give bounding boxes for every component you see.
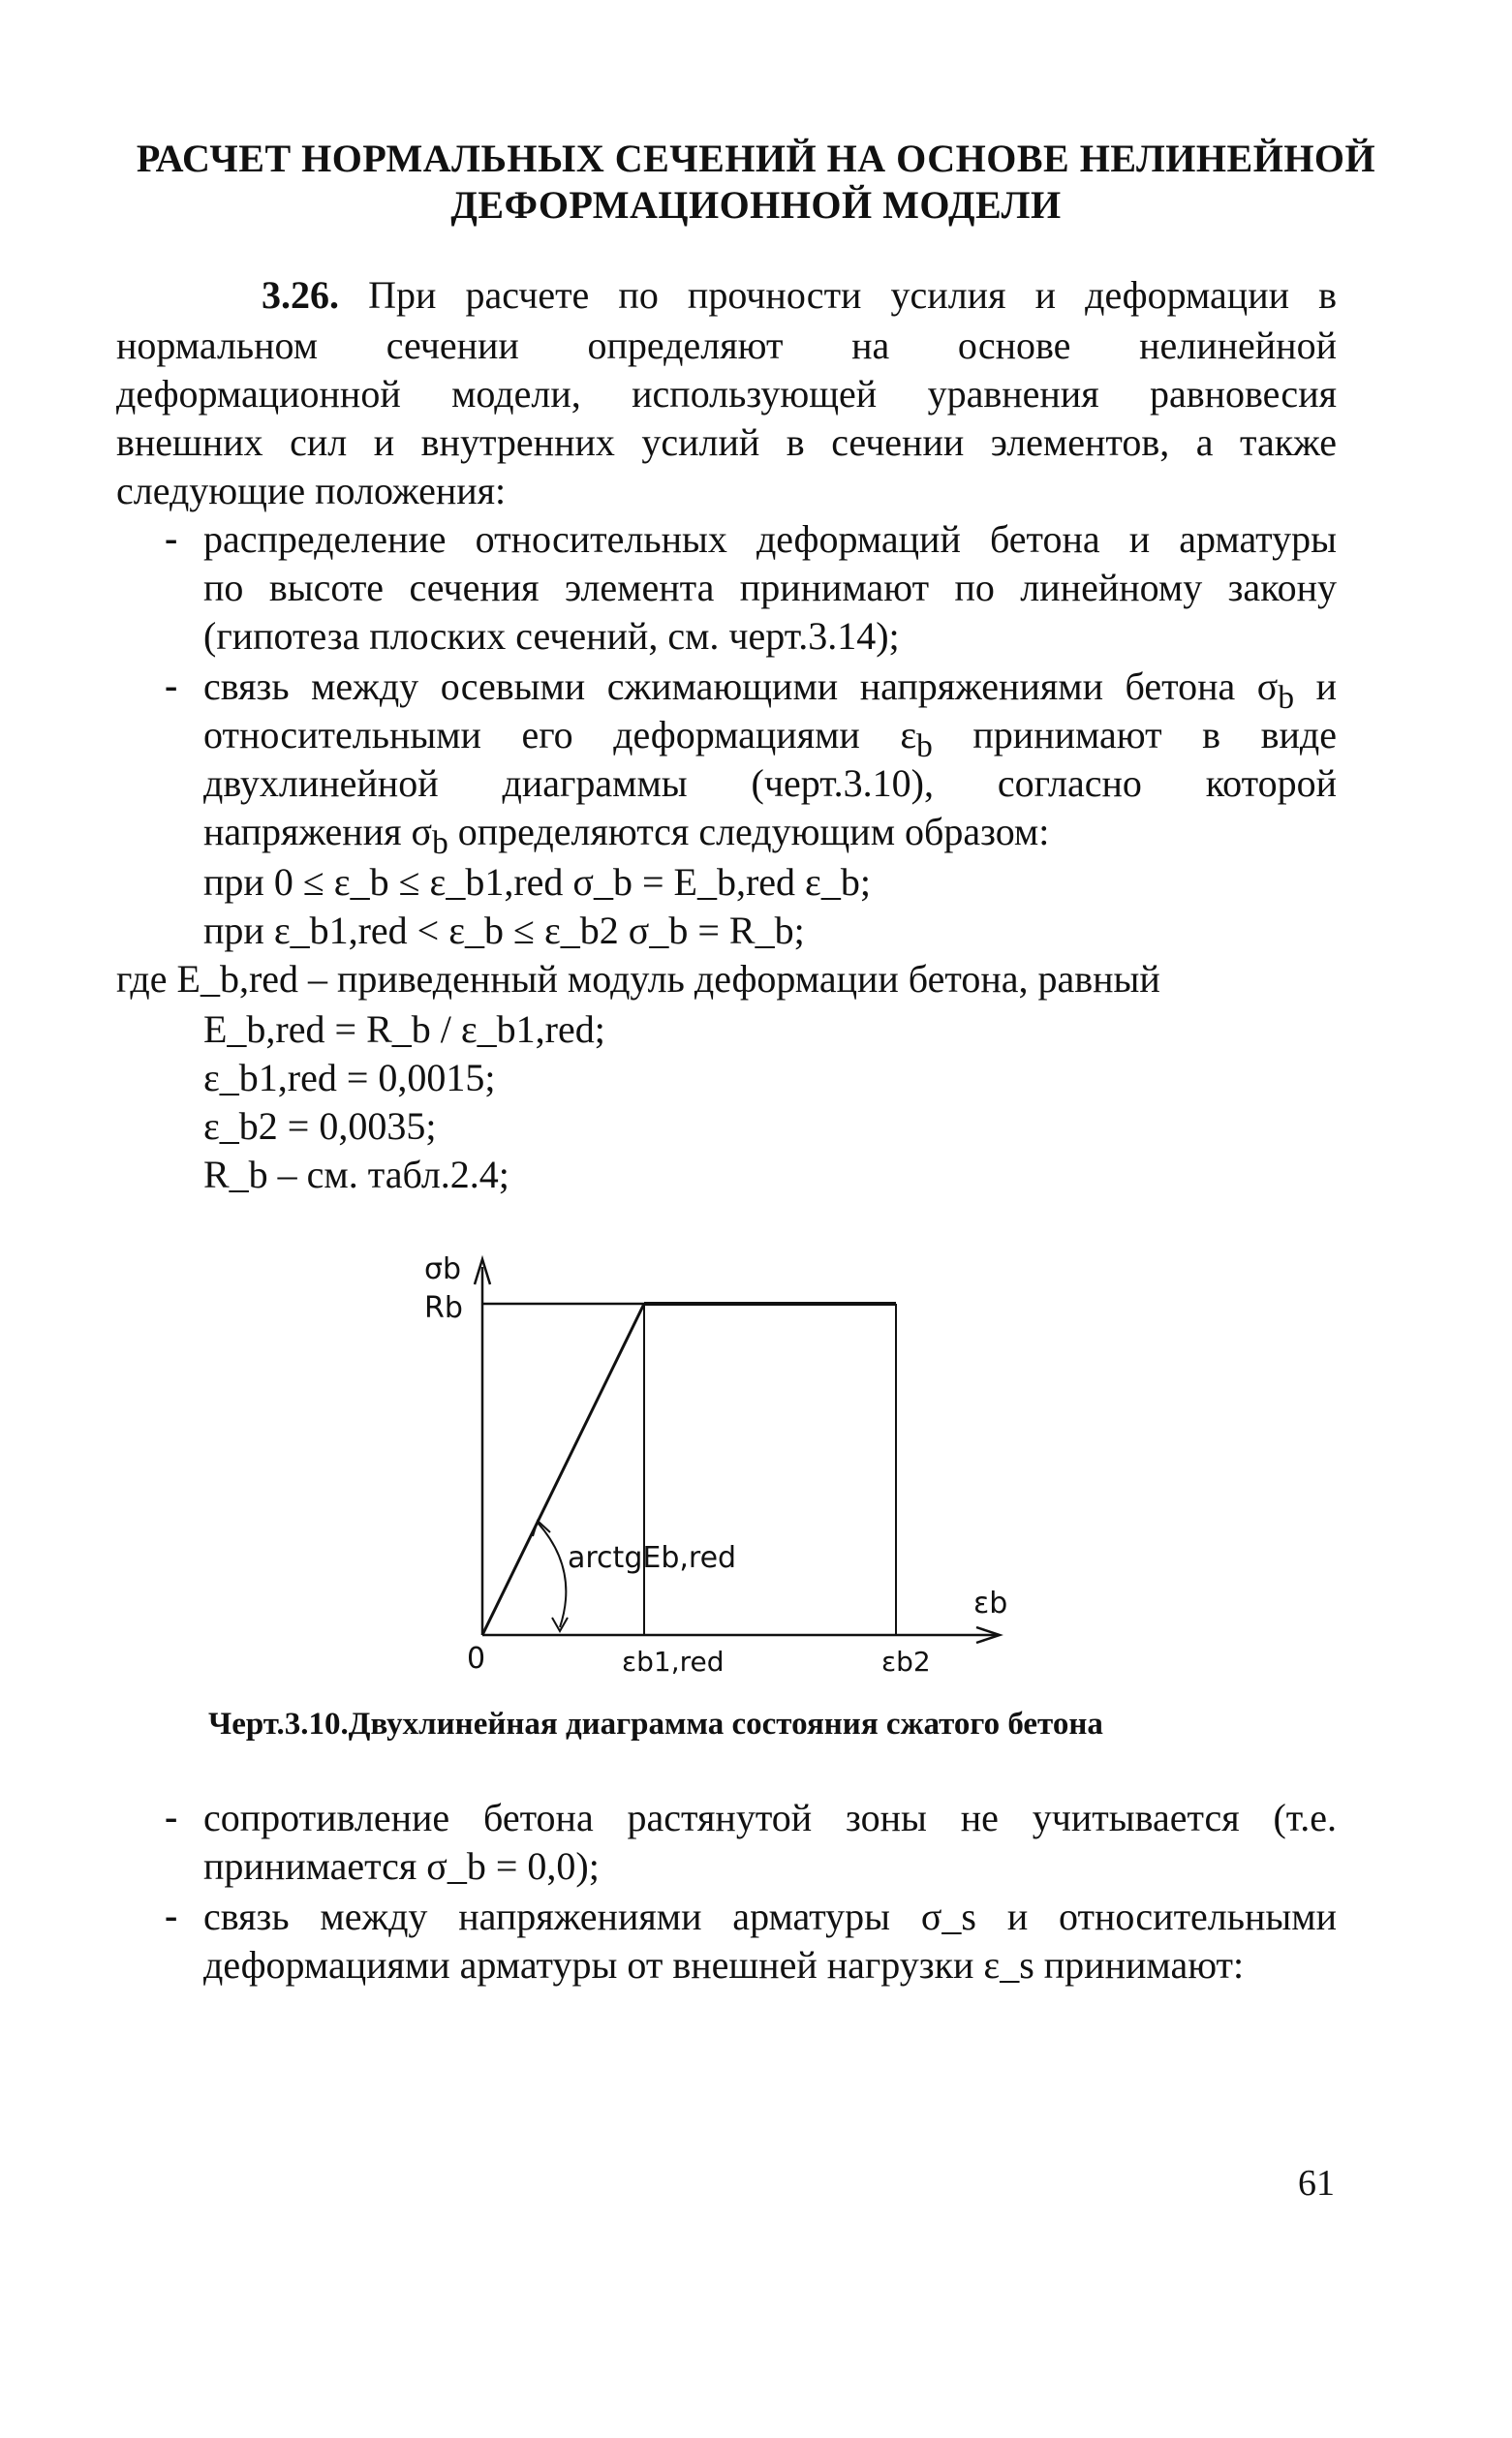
bullet-marker-4: - bbox=[165, 1894, 178, 1937]
bullet2-line-4-sub: b bbox=[432, 825, 448, 861]
eb1-label: εb1,red bbox=[622, 1646, 725, 1678]
eb2-label: εb2 bbox=[881, 1646, 931, 1678]
bullet3-line-2: принимается σ_b = 0,0); bbox=[203, 1844, 600, 1888]
bullet1-line-1: распределение относительных деформаций бетона и арматуры bbox=[203, 517, 1337, 561]
intro-line-4: внешних сил и внутренних усилий в сечении элементов, а также bbox=[116, 420, 1337, 464]
elastic-branch-line bbox=[482, 1304, 644, 1635]
bullet2-line-1-end: и bbox=[1294, 664, 1338, 708]
origin-label: 0 bbox=[467, 1642, 486, 1676]
bullet-marker-2: - bbox=[165, 664, 178, 707]
intro-line-3: деформационной модели, использующей уравнения равновесия bbox=[116, 372, 1337, 416]
formula-where: где E_b,red – приведенный модуль деформации бетона, равный bbox=[116, 957, 1160, 1001]
angle-label: arctgEb,red bbox=[568, 1541, 737, 1575]
angle-arc bbox=[538, 1523, 566, 1627]
bullet2-line-1-sub: b bbox=[1278, 680, 1295, 716]
intro-line-5: следующие положения: bbox=[116, 469, 507, 512]
figure-caption: Черт.3.10.Двухлинейная диаграмма состояния сжатого бетона bbox=[208, 1707, 1103, 1742]
formula-1: при 0 ≤ ε_b ≤ ε_b1,red σ_b = E_b,red ε_b; bbox=[203, 860, 871, 904]
bullet2-line-2-a: относительными его деформациями ε bbox=[203, 713, 917, 756]
section-heading-line2: ДЕФОРМАЦИОННОЙ МОДЕЛИ bbox=[450, 183, 1062, 227]
bullet-marker-3: - bbox=[165, 1795, 178, 1838]
clause-number: 3.26. bbox=[262, 273, 339, 317]
bullet-marker-1: - bbox=[165, 516, 178, 560]
bullet2-line-1-text: связь между осевыми сжимающими напряжениями бетона σ bbox=[203, 664, 1279, 708]
bullet2-line-4-b: определяются следующим образом: bbox=[447, 810, 1050, 853]
y-axis-label: σb bbox=[424, 1252, 462, 1286]
bullet4-line-1: связь между напряжениями арматуры σ_s и относительными bbox=[203, 1895, 1337, 1938]
intro-line-1-text: При расчете по прочности усилия и деформации в bbox=[339, 273, 1337, 317]
page-number: 61 bbox=[1298, 2163, 1335, 2204]
formula-e1: E_b,red = R_b / ε_b1,red; bbox=[203, 1007, 605, 1051]
intro-line-2: нормальном сечении определяют на основе нелинейной bbox=[116, 324, 1337, 367]
bullet1-line-2: по высоте сечения элемента принимают по линейному закону bbox=[203, 566, 1337, 609]
bullet2-line-4-a: напряжения σ bbox=[203, 810, 433, 853]
bullet1-line-3: (гипотеза плоских сечений, см. черт.3.14); bbox=[203, 614, 900, 658]
bullet2-line-2-sub: b bbox=[916, 728, 933, 764]
bullet4-line-2: деформациями арматуры от внешней нагрузки ε_s принимают: bbox=[203, 1943, 1245, 1987]
intro-line-1 bbox=[262, 271, 1337, 320]
formula-e2: ε_b1,red = 0,0015; bbox=[203, 1056, 496, 1099]
formula-2: при ε_b1,red < ε_b ≤ ε_b2 σ_b = R_b; bbox=[203, 909, 805, 952]
bullet2-line-2-b: принимают в виде bbox=[932, 713, 1337, 756]
formula-e4: R_b – см. табл.2.4; bbox=[203, 1153, 509, 1196]
bullet3-line-1: сопротивление бетона растянутой зоны не учитывается (т.е. bbox=[203, 1796, 1337, 1839]
formula-e3: ε_b2 = 0,0035; bbox=[203, 1104, 437, 1148]
x-axis-label: εb bbox=[973, 1587, 1008, 1620]
bullet2-line-3: двухлинейной диаграммы (черт.3.10), согласно которой bbox=[203, 761, 1337, 805]
bilinear-diagram bbox=[407, 1240, 1027, 1695]
section-heading-line1: РАСЧЕТ НОРМАЛЬНЫХ СЕЧЕНИЙ НА ОСНОВЕ НЕЛИНЕЙНОЙ bbox=[136, 137, 1376, 180]
rb-label: Rb bbox=[424, 1291, 463, 1325]
